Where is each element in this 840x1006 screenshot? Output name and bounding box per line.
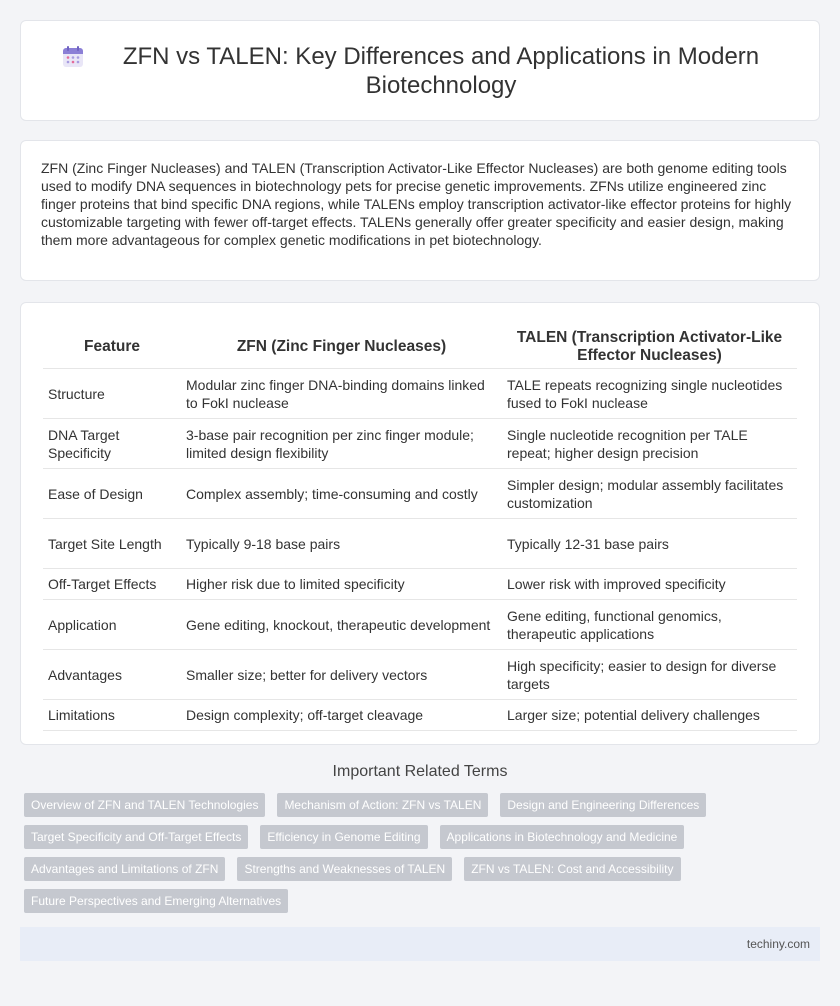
table-row [43, 419, 797, 469]
feature-cell: Application [43, 600, 181, 650]
calendar-icon [61, 45, 85, 69]
intro-card [20, 140, 820, 281]
table-row [43, 519, 797, 569]
table-row [43, 569, 797, 600]
footer [20, 927, 820, 961]
related-term-tag[interactable]: Mechanism of Action: ZFN vs TALEN [277, 793, 488, 817]
related-term-tag[interactable]: Design and Engineering Differences [500, 793, 706, 817]
related-terms-list [20, 793, 820, 913]
talen-cell: Simpler design; modular assembly facilitates customization [502, 469, 797, 519]
comparison-card [20, 302, 820, 745]
table-row [43, 650, 797, 700]
zfn-cell: Gene editing, knockout, therapeutic development [181, 600, 502, 650]
header-zfn: ZFN (Zinc Finger Nucleases) [181, 321, 502, 369]
table-row [43, 600, 797, 650]
talen-cell: Typically 12-31 base pairs [502, 519, 797, 569]
header-feature: Feature [43, 321, 181, 369]
zfn-cell: Higher risk due to limited specificity [181, 569, 502, 600]
zfn-cell: 3-base pair recognition per zinc finger module; limited design flexibility [181, 419, 502, 469]
feature-cell: Off-Target Effects [43, 569, 181, 600]
related-term-tag[interactable]: Overview of ZFN and TALEN Technologies [24, 793, 265, 817]
comparison-table [43, 321, 797, 731]
talen-cell: Larger size; potential delivery challenges [502, 700, 797, 731]
talen-cell: Gene editing, functional genomics, therapeutic applications [502, 600, 797, 650]
table-row [43, 469, 797, 519]
related-term-tag[interactable]: Applications in Biotechnology and Medicine [440, 825, 685, 849]
header-talen: TALEN (Transcription Activator-Like Effector Nucleases) [502, 321, 797, 369]
feature-cell: Ease of Design [43, 469, 181, 519]
related-term-tag[interactable]: Future Perspectives and Emerging Alternatives [24, 889, 288, 913]
related-term-tag[interactable]: Target Specificity and Off-Target Effects [24, 825, 248, 849]
table-header-row [43, 321, 797, 369]
title-wrap [61, 42, 779, 100]
table-row [43, 369, 797, 419]
page-title: ZFN vs TALEN: Key Differences and Applications in Modern Biotechnology [122, 42, 760, 99]
feature-cell: Limitations [43, 700, 181, 731]
zfn-cell: Complex assembly; time-consuming and costly [181, 469, 502, 519]
zfn-cell: Design complexity; off-target cleavage [181, 700, 502, 731]
talen-cell: Single nucleotide recognition per TALE repeat; higher design precision [502, 419, 797, 469]
title-card [20, 20, 820, 121]
related-term-tag[interactable]: Advantages and Limitations of ZFN [24, 857, 225, 881]
feature-cell: DNA Target Specificity [43, 419, 181, 469]
talen-cell: Lower risk with improved specificity [502, 569, 797, 600]
talen-cell: High specificity; easier to design for diverse targets [502, 650, 797, 700]
footer-site-link[interactable]: techiny.com [746, 937, 810, 951]
related-term-tag[interactable]: Efficiency in Genome Editing [260, 825, 427, 849]
feature-cell: Target Site Length [43, 519, 181, 569]
feature-cell: Structure [43, 369, 181, 419]
intro-text: ZFN (Zinc Finger Nucleases) and TALEN (Transcription Activator-Like Effector Nucleases) are both genome editing tools used to modify DNA sequences in biotechnology pets for precise genetic improvements. ZFNs utilize engineered zinc finger proteins that bind specific DNA regions, while TALENs employ transcription activator-like effector proteins for highly customizable targeting with fewer off-target effects. TALENs generally offer greater specificity and easier design, making them more advantageous for complex genetic modifications in pet biotechnology. [41, 160, 792, 248]
related-terms-heading: Important Related Terms [332, 763, 508, 780]
feature-cell: Advantages [43, 650, 181, 700]
talen-cell: TALE repeats recognizing single nucleotides fused to FokI nuclease [502, 369, 797, 419]
table-row [43, 700, 797, 731]
zfn-cell: Smaller size; better for delivery vectors [181, 650, 502, 700]
related-term-tag[interactable]: Strengths and Weaknesses of TALEN [237, 857, 452, 881]
zfn-cell: Typically 9-18 base pairs [181, 519, 502, 569]
zfn-cell: Modular zinc finger DNA-binding domains linked to FokI nuclease [181, 369, 502, 419]
related-term-tag[interactable]: ZFN vs TALEN: Cost and Accessibility [464, 857, 680, 881]
